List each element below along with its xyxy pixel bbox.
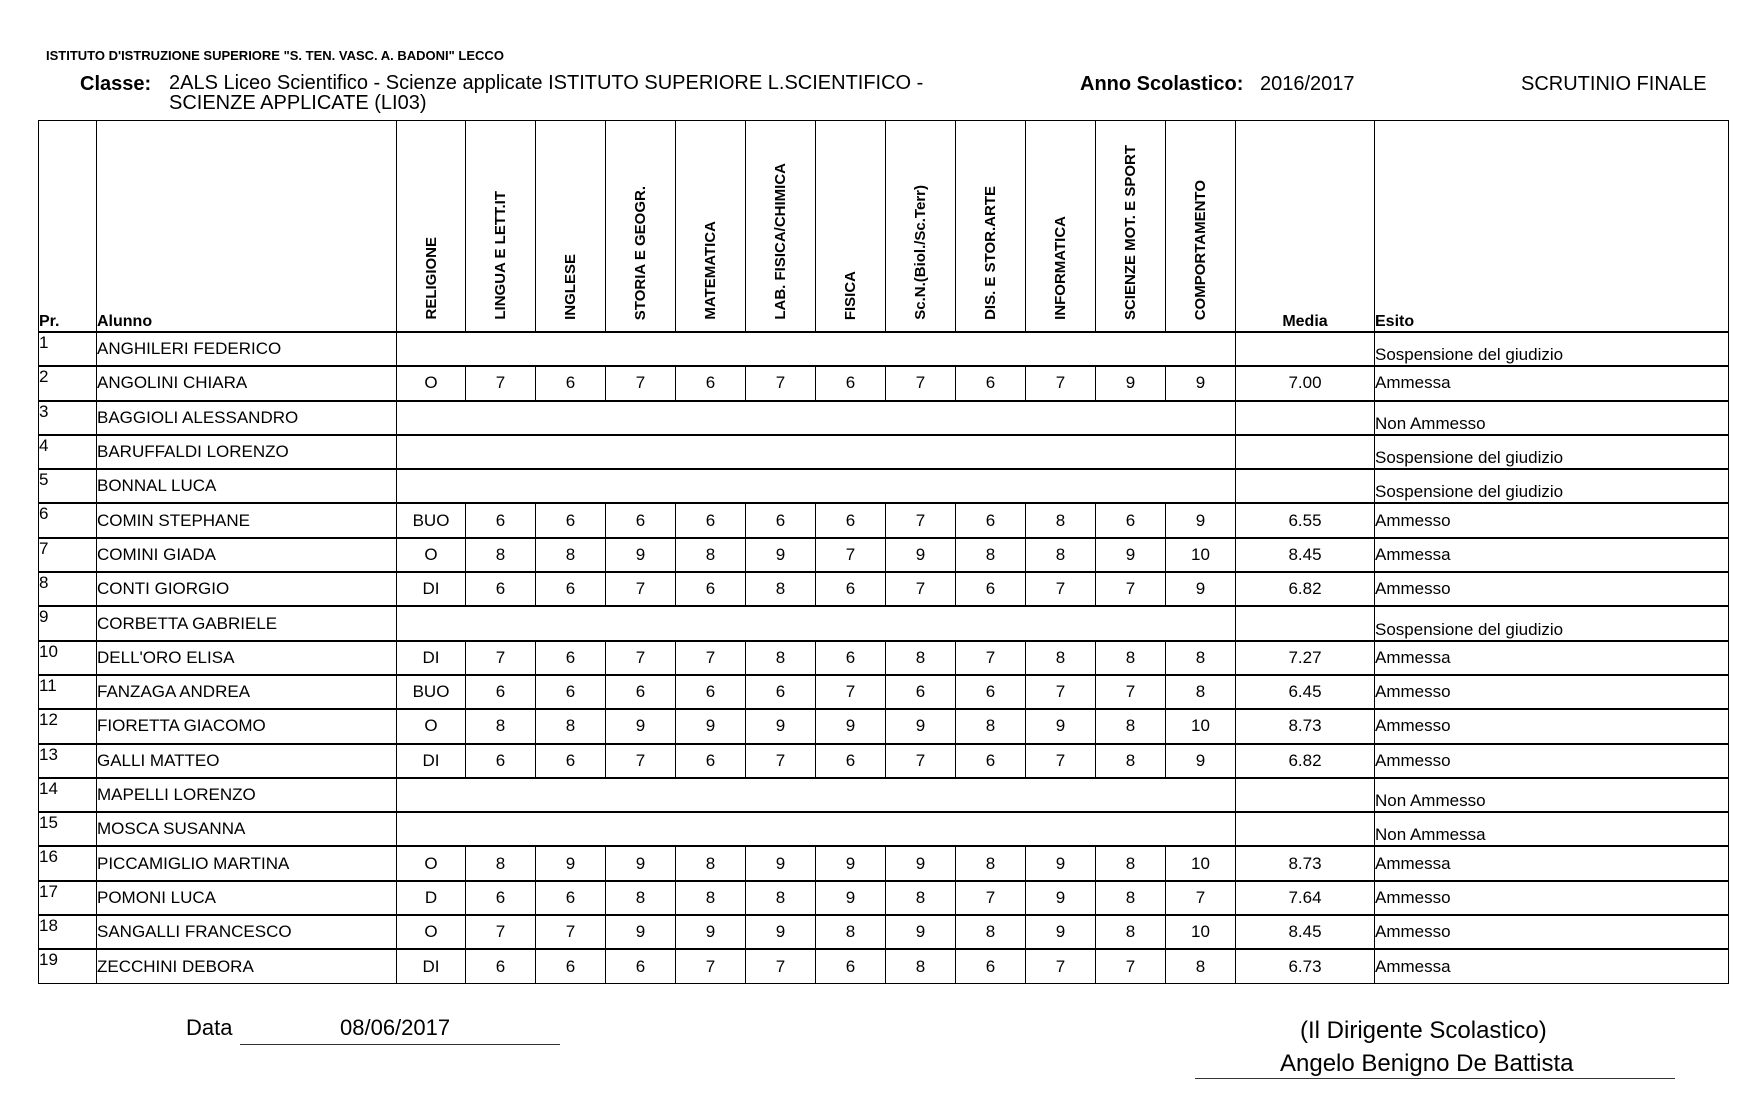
grades-empty-cell bbox=[397, 435, 1236, 469]
student-name: BAGGIOLI ALESSANDRO bbox=[97, 401, 397, 435]
grade-cell: 7 bbox=[886, 366, 956, 400]
row-number: 18 bbox=[39, 915, 97, 949]
grade-cell: 6 bbox=[536, 503, 606, 537]
grade-cell: 6 bbox=[536, 949, 606, 983]
grade-cell: 7 bbox=[676, 949, 746, 983]
grade-cell: 9 bbox=[1096, 538, 1166, 572]
signature-line bbox=[1195, 1078, 1675, 1079]
grade-cell: 7 bbox=[956, 881, 1026, 915]
grade-cell: 8 bbox=[1166, 949, 1236, 983]
grade-cell: 8 bbox=[676, 538, 746, 572]
grade-cell: 7 bbox=[746, 949, 816, 983]
grade-cell: 7 bbox=[1026, 744, 1096, 778]
column-header-subject bbox=[536, 121, 606, 333]
grade-cell: 8 bbox=[956, 538, 1026, 572]
column-header-subject bbox=[397, 121, 466, 333]
grade-cell: 7 bbox=[1026, 949, 1096, 983]
row-number: 3 bbox=[39, 401, 97, 435]
row-number: 7 bbox=[39, 538, 97, 572]
row-number: 2 bbox=[39, 366, 97, 400]
grade-cell: 7 bbox=[886, 503, 956, 537]
grade-cell: 9 bbox=[746, 709, 816, 743]
student-name: COMINI GIADA bbox=[97, 538, 397, 572]
subject-label: RELIGIONE bbox=[422, 237, 440, 320]
grade-cell: 8 bbox=[886, 949, 956, 983]
grade-cell: 7 bbox=[1166, 881, 1236, 915]
student-name: POMONI LUCA bbox=[97, 881, 397, 915]
grade-cell: 8 bbox=[1166, 675, 1236, 709]
grade-cell: O bbox=[397, 366, 466, 400]
column-header-subject bbox=[886, 121, 956, 333]
grade-cell: 9 bbox=[1026, 915, 1096, 949]
grade-cell: 9 bbox=[606, 709, 676, 743]
classe-value: 2ALS Liceo Scientifico - Scienze applicate ISTITUTO SUPERIORE L.SCIENTIFICO - SCIENZE APPLICATE (LI03) bbox=[169, 72, 924, 114]
row-number: 8 bbox=[39, 572, 97, 606]
grade-cell: 10 bbox=[1166, 915, 1236, 949]
grade-cell: 7 bbox=[816, 675, 886, 709]
grade-cell: 9 bbox=[1026, 846, 1096, 880]
table-row bbox=[39, 641, 1729, 675]
grade-cell: 8 bbox=[536, 538, 606, 572]
media-cell bbox=[1236, 332, 1375, 366]
column-header-subject bbox=[746, 121, 816, 333]
grade-cell: DI bbox=[397, 949, 466, 983]
row-number: 19 bbox=[39, 949, 97, 983]
media-cell bbox=[1236, 469, 1375, 503]
grade-cell: 6 bbox=[676, 366, 746, 400]
esito-cell: Ammesso bbox=[1375, 709, 1729, 743]
grade-cell: 9 bbox=[816, 846, 886, 880]
student-name: MAPELLI LORENZO bbox=[97, 778, 397, 812]
table-row bbox=[39, 538, 1729, 572]
grade-cell: 8 bbox=[1096, 881, 1166, 915]
grade-cell: 6 bbox=[466, 503, 536, 537]
grade-cell: 6 bbox=[1096, 503, 1166, 537]
media-cell: 6.82 bbox=[1236, 572, 1375, 606]
grade-cell: 7 bbox=[956, 641, 1026, 675]
grade-cell: DI bbox=[397, 572, 466, 606]
column-header-pr: Pr. bbox=[39, 121, 97, 333]
grade-cell: 6 bbox=[816, 744, 886, 778]
table-row bbox=[39, 332, 1729, 366]
table-row bbox=[39, 435, 1729, 469]
grade-cell: 9 bbox=[1166, 744, 1236, 778]
table-row bbox=[39, 846, 1729, 880]
grade-cell: 8 bbox=[536, 709, 606, 743]
esito-cell: Sospensione del giudizio bbox=[1375, 606, 1729, 640]
media-cell: 7.27 bbox=[1236, 641, 1375, 675]
row-number: 17 bbox=[39, 881, 97, 915]
grade-cell: 8 bbox=[1026, 538, 1096, 572]
grade-cell: 7 bbox=[746, 366, 816, 400]
subject-label: DIS. E STOR.ARTE bbox=[982, 186, 999, 320]
grades-table bbox=[38, 120, 1729, 984]
grade-cell: 8 bbox=[956, 846, 1026, 880]
student-name: CORBETTA GABRIELE bbox=[97, 606, 397, 640]
media-cell: 7.00 bbox=[1236, 366, 1375, 400]
grade-cell: 9 bbox=[886, 915, 956, 949]
grade-cell: 8 bbox=[1096, 709, 1166, 743]
subject-label: STORIA E GEOGR. bbox=[632, 185, 649, 320]
esito-cell: Sospensione del giudizio bbox=[1375, 332, 1729, 366]
row-number: 9 bbox=[39, 606, 97, 640]
grades-empty-cell bbox=[397, 469, 1236, 503]
subject-label: LAB. FISICA/CHIMICA bbox=[772, 163, 789, 320]
table-row bbox=[39, 949, 1729, 983]
grade-cell: 8 bbox=[1096, 744, 1166, 778]
grade-cell: 6 bbox=[816, 641, 886, 675]
grade-cell: BUO bbox=[397, 503, 466, 537]
esito-cell: Ammesso bbox=[1375, 503, 1729, 537]
grade-cell: 9 bbox=[676, 709, 746, 743]
media-cell: 6.45 bbox=[1236, 675, 1375, 709]
grade-cell: 7 bbox=[1026, 572, 1096, 606]
grade-cell: 6 bbox=[466, 744, 536, 778]
student-name: ZECCHINI DEBORA bbox=[97, 949, 397, 983]
media-cell bbox=[1236, 435, 1375, 469]
row-number: 13 bbox=[39, 744, 97, 778]
grade-cell: 6 bbox=[956, 366, 1026, 400]
signatory-name: Angelo Benigno De Battista bbox=[1280, 1050, 1574, 1077]
grade-cell: 6 bbox=[956, 744, 1026, 778]
grade-cell: 8 bbox=[676, 881, 746, 915]
student-name: FANZAGA ANDREA bbox=[97, 675, 397, 709]
grade-cell: 8 bbox=[746, 641, 816, 675]
grade-cell: 9 bbox=[816, 709, 886, 743]
grade-cell: 6 bbox=[536, 572, 606, 606]
student-name: ANGOLINI CHIARA bbox=[97, 366, 397, 400]
grade-cell: 7 bbox=[886, 744, 956, 778]
table-row bbox=[39, 778, 1729, 812]
grade-cell: O bbox=[397, 709, 466, 743]
media-cell bbox=[1236, 812, 1375, 846]
esito-cell: Ammesso bbox=[1375, 744, 1729, 778]
scrutinio-title: SCRUTINIO FINALE bbox=[1521, 73, 1707, 95]
grade-cell: 6 bbox=[746, 503, 816, 537]
grade-cell: 7 bbox=[1026, 675, 1096, 709]
esito-cell: Non Ammessa bbox=[1375, 812, 1729, 846]
grade-cell: 10 bbox=[1166, 709, 1236, 743]
grade-cell: 7 bbox=[606, 366, 676, 400]
grade-cell: 7 bbox=[536, 915, 606, 949]
grade-cell: 6 bbox=[536, 881, 606, 915]
grade-cell: 6 bbox=[536, 366, 606, 400]
grade-cell: 8 bbox=[1096, 846, 1166, 880]
grade-cell: 6 bbox=[536, 641, 606, 675]
grade-cell: O bbox=[397, 538, 466, 572]
column-header-subject bbox=[956, 121, 1026, 333]
grade-cell: 6 bbox=[536, 675, 606, 709]
grade-cell: 6 bbox=[466, 572, 536, 606]
grade-cell: 7 bbox=[816, 538, 886, 572]
grades-empty-cell bbox=[397, 778, 1236, 812]
anno-scolastico-label: Anno Scolastico: bbox=[1080, 73, 1244, 95]
table-row bbox=[39, 915, 1729, 949]
grade-cell: O bbox=[397, 846, 466, 880]
grade-cell: DI bbox=[397, 744, 466, 778]
grade-cell: 8 bbox=[956, 709, 1026, 743]
subject-label: SCIENZE MOT. E SPORT bbox=[1122, 144, 1139, 320]
grade-cell: 7 bbox=[1026, 366, 1096, 400]
grade-cell: 6 bbox=[536, 744, 606, 778]
row-number: 10 bbox=[39, 641, 97, 675]
esito-cell: Ammessa bbox=[1375, 538, 1729, 572]
student-name: SANGALLI FRANCESCO bbox=[97, 915, 397, 949]
column-header-subject bbox=[1096, 121, 1166, 333]
row-number: 6 bbox=[39, 503, 97, 537]
grade-cell: 7 bbox=[746, 744, 816, 778]
grade-cell: 6 bbox=[676, 675, 746, 709]
table-row bbox=[39, 744, 1729, 778]
column-header-subject bbox=[676, 121, 746, 333]
subject-label: MATEMATICA bbox=[702, 221, 719, 320]
media-cell: 8.45 bbox=[1236, 538, 1375, 572]
grade-cell: 6 bbox=[956, 572, 1026, 606]
row-number: 15 bbox=[39, 812, 97, 846]
column-header-subject bbox=[816, 121, 886, 333]
grade-cell: 6 bbox=[676, 744, 746, 778]
column-header-subject bbox=[606, 121, 676, 333]
school-name: ISTITUTO D'ISTRUZIONE SUPERIORE "S. TEN. VASC. A. BADONI" LECCO bbox=[46, 48, 504, 63]
grade-cell: 9 bbox=[606, 915, 676, 949]
table-row bbox=[39, 606, 1729, 640]
grade-cell: 6 bbox=[466, 675, 536, 709]
row-number: 1 bbox=[39, 332, 97, 366]
grade-cell: DI bbox=[397, 641, 466, 675]
grade-cell: 6 bbox=[816, 503, 886, 537]
media-cell: 8.73 bbox=[1236, 846, 1375, 880]
subject-label: FISICA bbox=[842, 270, 859, 320]
grade-cell: 8 bbox=[816, 915, 886, 949]
grade-cell: 9 bbox=[816, 881, 886, 915]
grade-cell: 9 bbox=[1166, 572, 1236, 606]
media-cell: 6.55 bbox=[1236, 503, 1375, 537]
grade-cell: 8 bbox=[1166, 641, 1236, 675]
grade-cell: 6 bbox=[606, 503, 676, 537]
table-row bbox=[39, 366, 1729, 400]
column-header-media: Media bbox=[1236, 121, 1375, 333]
grade-cell: 9 bbox=[606, 846, 676, 880]
grade-cell: 8 bbox=[956, 915, 1026, 949]
grade-cell: 7 bbox=[466, 641, 536, 675]
grade-cell: 8 bbox=[886, 641, 956, 675]
grades-empty-cell bbox=[397, 606, 1236, 640]
column-header-alunno: Alunno bbox=[97, 121, 397, 333]
date-value: 08/06/2017 bbox=[340, 1015, 451, 1040]
grade-cell: 8 bbox=[676, 846, 746, 880]
student-name: ANGHILERI FEDERICO bbox=[97, 332, 397, 366]
column-header-esito: Esito bbox=[1375, 121, 1729, 333]
student-name: DELL'ORO ELISA bbox=[97, 641, 397, 675]
table-row bbox=[39, 503, 1729, 537]
column-header-subject bbox=[1166, 121, 1236, 333]
grade-cell: 9 bbox=[606, 538, 676, 572]
media-cell bbox=[1236, 778, 1375, 812]
grade-cell: 6 bbox=[816, 949, 886, 983]
esito-cell: Sospensione del giudizio bbox=[1375, 435, 1729, 469]
student-name: BONNAL LUCA bbox=[97, 469, 397, 503]
esito-cell: Ammessa bbox=[1375, 949, 1729, 983]
grade-cell: 8 bbox=[1026, 503, 1096, 537]
row-number: 4 bbox=[39, 435, 97, 469]
grade-cell: 7 bbox=[886, 572, 956, 606]
grade-cell: 6 bbox=[956, 675, 1026, 709]
grade-cell: 9 bbox=[1096, 366, 1166, 400]
grade-cell: 7 bbox=[606, 744, 676, 778]
grade-cell: 9 bbox=[746, 846, 816, 880]
grade-cell: 8 bbox=[606, 881, 676, 915]
row-number: 12 bbox=[39, 709, 97, 743]
grade-cell: 10 bbox=[1166, 538, 1236, 572]
esito-cell: Ammesso bbox=[1375, 915, 1729, 949]
grades-empty-cell bbox=[397, 332, 1236, 366]
grades-empty-cell bbox=[397, 812, 1236, 846]
grade-cell: 9 bbox=[1166, 503, 1236, 537]
table-row bbox=[39, 401, 1729, 435]
grade-cell: 9 bbox=[746, 915, 816, 949]
date-label: Data bbox=[186, 1015, 233, 1040]
grade-cell: 9 bbox=[536, 846, 606, 880]
grade-cell: 8 bbox=[746, 572, 816, 606]
subject-label: Sc.N.(Biol./Sc.Terr) bbox=[912, 185, 929, 320]
signatory-role: (Il Dirigente Scolastico) bbox=[1300, 1017, 1547, 1044]
grade-cell: 6 bbox=[886, 675, 956, 709]
media-cell bbox=[1236, 401, 1375, 435]
table-row bbox=[39, 675, 1729, 709]
grade-cell: 7 bbox=[606, 572, 676, 606]
grade-cell: 8 bbox=[466, 846, 536, 880]
student-name: FIORETTA GIACOMO bbox=[97, 709, 397, 743]
esito-cell: Ammesso bbox=[1375, 572, 1729, 606]
grade-cell: 6 bbox=[816, 572, 886, 606]
student-name: MOSCA SUSANNA bbox=[97, 812, 397, 846]
classe-label: Classe: bbox=[80, 73, 152, 95]
grade-cell: 9 bbox=[886, 846, 956, 880]
grade-cell: 7 bbox=[676, 641, 746, 675]
esito-cell: Ammessa bbox=[1375, 366, 1729, 400]
esito-cell: Ammesso bbox=[1375, 881, 1729, 915]
grade-cell: D bbox=[397, 881, 466, 915]
row-number: 11 bbox=[39, 675, 97, 709]
table-header-row bbox=[39, 121, 1729, 333]
media-cell bbox=[1236, 606, 1375, 640]
grades-empty-cell bbox=[397, 401, 1236, 435]
student-name: COMIN STEPHANE bbox=[97, 503, 397, 537]
grade-cell: 6 bbox=[816, 366, 886, 400]
grade-cell: 6 bbox=[466, 881, 536, 915]
grade-cell: 6 bbox=[676, 503, 746, 537]
media-cell: 7.64 bbox=[1236, 881, 1375, 915]
grade-cell: 8 bbox=[1096, 641, 1166, 675]
student-name: BARUFFALDI LORENZO bbox=[97, 435, 397, 469]
grade-cell: 6 bbox=[606, 675, 676, 709]
esito-cell: Non Ammesso bbox=[1375, 401, 1729, 435]
grade-cell: 9 bbox=[1026, 709, 1096, 743]
grade-cell: 6 bbox=[606, 949, 676, 983]
grade-cell: 9 bbox=[886, 709, 956, 743]
media-cell: 8.45 bbox=[1236, 915, 1375, 949]
table-row bbox=[39, 709, 1729, 743]
grade-cell: 7 bbox=[606, 641, 676, 675]
grade-cell: 6 bbox=[956, 503, 1026, 537]
grade-cell: 8 bbox=[886, 881, 956, 915]
anno-scolastico-value: 2016/2017 bbox=[1260, 73, 1355, 95]
table-row bbox=[39, 881, 1729, 915]
esito-cell: Ammessa bbox=[1375, 846, 1729, 880]
grade-cell: 9 bbox=[676, 915, 746, 949]
media-cell: 6.73 bbox=[1236, 949, 1375, 983]
grade-cell: 8 bbox=[1026, 641, 1096, 675]
grade-cell: 6 bbox=[676, 572, 746, 606]
grade-cell: 6 bbox=[466, 949, 536, 983]
student-name: CONTI GIORGIO bbox=[97, 572, 397, 606]
grade-cell: O bbox=[397, 915, 466, 949]
student-name: GALLI MATTEO bbox=[97, 744, 397, 778]
grade-cell: 8 bbox=[746, 881, 816, 915]
grade-cell: 9 bbox=[1026, 881, 1096, 915]
grade-cell: 8 bbox=[466, 709, 536, 743]
grade-cell: 7 bbox=[1096, 949, 1166, 983]
row-number: 14 bbox=[39, 778, 97, 812]
grade-cell: 8 bbox=[466, 538, 536, 572]
grade-cell: 7 bbox=[1096, 572, 1166, 606]
grade-cell: 6 bbox=[746, 675, 816, 709]
grade-cell: 6 bbox=[956, 949, 1026, 983]
esito-cell: Ammesso bbox=[1375, 675, 1729, 709]
date-line bbox=[240, 1044, 560, 1045]
media-cell: 6.82 bbox=[1236, 744, 1375, 778]
row-number: 16 bbox=[39, 846, 97, 880]
column-header-subject bbox=[1026, 121, 1096, 333]
subject-label: INGLESE bbox=[562, 254, 579, 320]
table-row bbox=[39, 572, 1729, 606]
grade-cell: 7 bbox=[466, 915, 536, 949]
esito-cell: Sospensione del giudizio bbox=[1375, 469, 1729, 503]
subject-label: COMPORTAMENTO bbox=[1192, 179, 1209, 320]
row-number: 5 bbox=[39, 469, 97, 503]
subject-label: INFORMATICA bbox=[1052, 216, 1069, 320]
student-name: PICCAMIGLIO MARTINA bbox=[97, 846, 397, 880]
media-cell: 8.73 bbox=[1236, 709, 1375, 743]
grade-cell: 8 bbox=[1096, 915, 1166, 949]
grade-cell: 7 bbox=[466, 366, 536, 400]
esito-cell: Ammessa bbox=[1375, 641, 1729, 675]
column-header-subject bbox=[466, 121, 536, 333]
table-row bbox=[39, 469, 1729, 503]
grade-cell: BUO bbox=[397, 675, 466, 709]
table-row bbox=[39, 812, 1729, 846]
grade-cell: 7 bbox=[1096, 675, 1166, 709]
esito-cell: Non Ammesso bbox=[1375, 778, 1729, 812]
subject-label: LINGUA E LETT.IT bbox=[492, 191, 509, 320]
grade-cell: 9 bbox=[746, 538, 816, 572]
grade-cell: 9 bbox=[886, 538, 956, 572]
grade-cell: 9 bbox=[1166, 366, 1236, 400]
grade-cell: 10 bbox=[1166, 846, 1236, 880]
